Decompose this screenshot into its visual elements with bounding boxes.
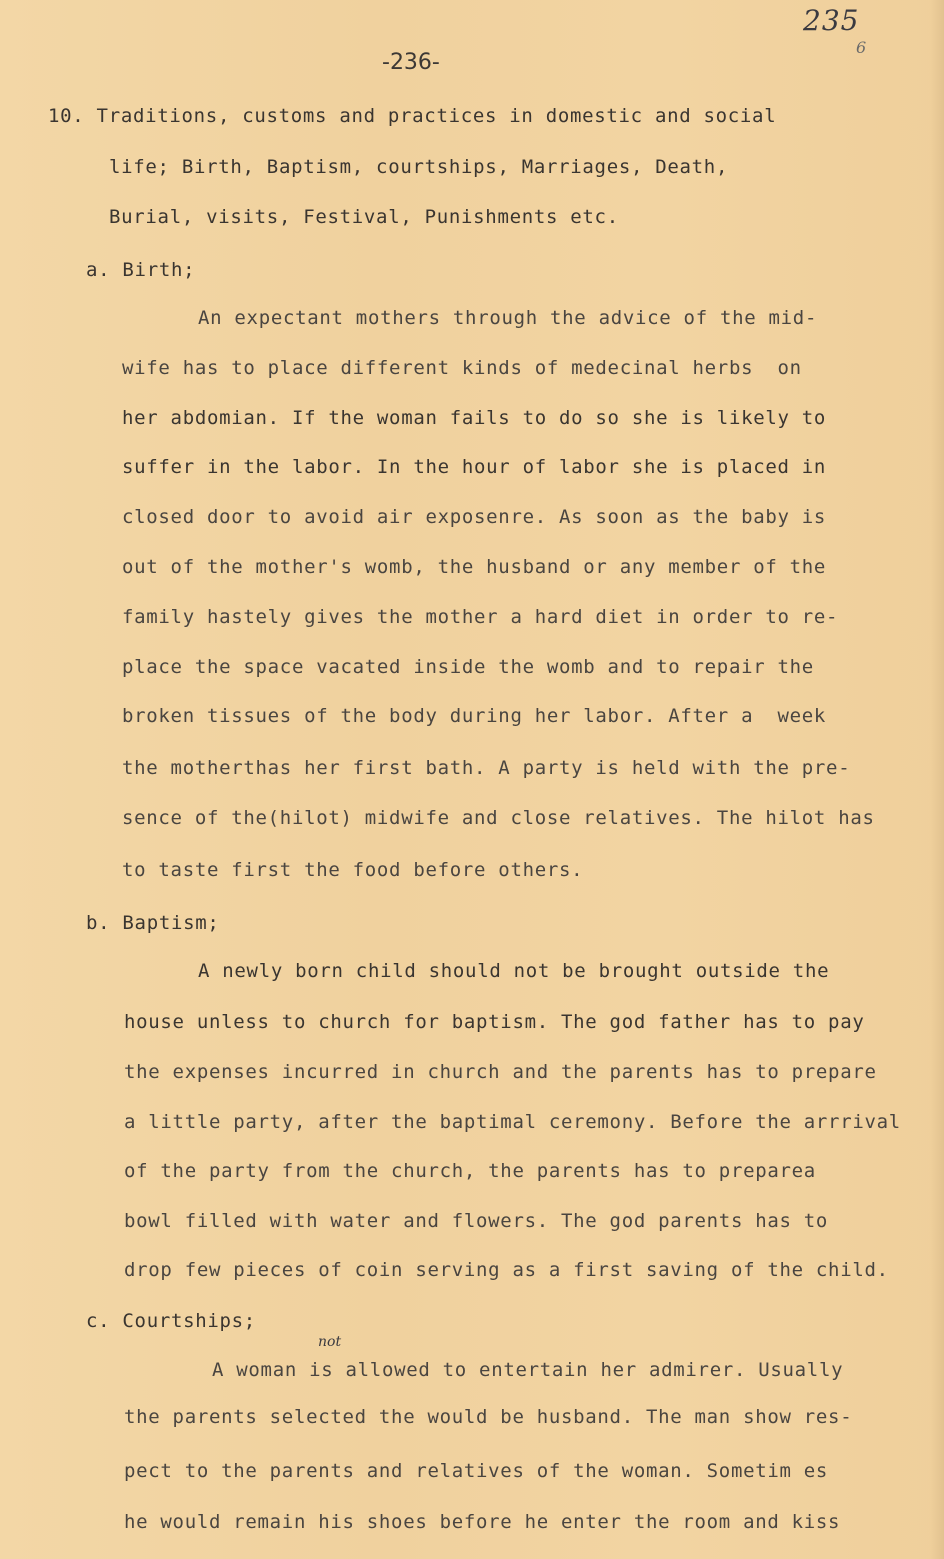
birth-text-line: closed door to avoid air exposenre. As soon as the baby is: [122, 506, 827, 528]
courtships-text-line: pect to the parents and relatives of the woman. Sometim es: [124, 1460, 829, 1482]
baptism-text-line: drop few pieces of coin serving as a first saving of the child.: [124, 1259, 889, 1281]
page-edge-shadow: [930, 0, 944, 1559]
birth-text-line: to taste first the food before others.: [122, 859, 584, 881]
birth-text-line: her abdomian. If the woman fails to do so she is likely to: [122, 407, 827, 429]
section-title-line: Burial, visits, Festival, Punishments etc.: [109, 206, 619, 228]
section-title-line: 10. Traditions, customs and practices in domestic and social: [48, 105, 777, 127]
birth-text-line: the motherthas her first bath. A party is held with the pre-: [122, 757, 851, 779]
baptism-text-line: bowl filled with water and flowers. The god parents has to: [124, 1210, 829, 1232]
birth-text-line: out of the mother's womb, the husband or any member of the: [122, 556, 827, 578]
birth-text-line: family hastely gives the mother a hard diet in order to re-: [122, 606, 839, 628]
baptism-heading: b. Baptism;: [86, 912, 220, 934]
birth-text-line: wife has to place different kinds of medecinal herbs on: [122, 357, 802, 379]
baptism-text-line: a little party, after the baptimal ceremony. Before the arrrival: [124, 1111, 901, 1133]
birth-text-line: sence of the(hilot) midwife and close relatives. The hilot has: [122, 807, 875, 829]
baptism-text-line: the expenses incurred in church and the parents has to prepare: [124, 1061, 877, 1083]
courtships-text-line: the parents selected the would be husband. The man show res-: [124, 1406, 853, 1428]
birth-text-line: broken tissues of the body during her labor. After a week: [122, 705, 827, 727]
birth-heading: a. Birth;: [86, 259, 196, 281]
baptism-text-line: of the party from the church, the parents has to preparea: [124, 1160, 816, 1182]
courtships-heading: c. Courtships;: [86, 1310, 256, 1332]
section-title-line: life; Birth, Baptism, courtships, Marriages, Death,: [109, 156, 729, 178]
birth-text-line: suffer in the labor. In the hour of labor she is placed in: [122, 456, 827, 478]
birth-text-line: An expectant mothers through the advice of the mid-: [198, 307, 818, 329]
baptism-text-line: house unless to church for baptism. The god father has to pay: [124, 1011, 865, 1033]
baptism-text-line: A newly born child should not be brought outside the: [198, 960, 830, 982]
handwritten-page-number: 235: [803, 4, 860, 37]
handwritten-insertion: not: [318, 1334, 342, 1350]
courtships-text-line: A woman is allowed to entertain her admirer. Usually: [212, 1359, 844, 1381]
page-number: -236-: [382, 50, 440, 75]
birth-text-line: place the space vacated inside the womb and to repair the: [122, 656, 814, 678]
courtships-text-line: he would remain his shoes before he enter the room and kiss: [124, 1511, 841, 1533]
handwritten-sub-mark: 6: [856, 38, 867, 57]
